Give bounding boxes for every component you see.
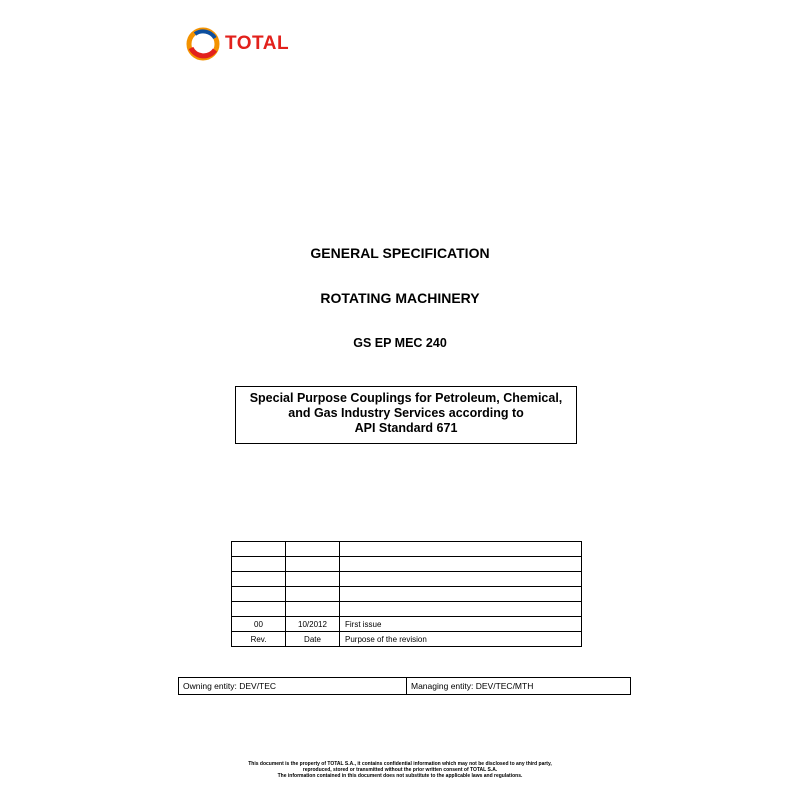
footer-line: The information contained in this document does not substitute to the applicable laws and regulations. xyxy=(277,773,523,779)
date-header: Date xyxy=(286,632,340,647)
brand-name: TOTAL xyxy=(225,33,290,54)
heading-subject: ROTATING MACHINERY xyxy=(320,290,480,306)
purpose-header: Purpose of the revision xyxy=(340,632,582,647)
rev-cell xyxy=(232,602,286,617)
date-cell xyxy=(286,602,340,617)
date-cell xyxy=(286,557,340,572)
heading-general: GENERAL SPECIFICATION xyxy=(310,245,490,261)
footer-line: This document is the property of TOTAL S.A., it contains confidential information which may not be disclosed to any third party, xyxy=(248,761,552,767)
rev-cell xyxy=(232,542,286,557)
purpose-cell xyxy=(340,542,582,557)
purpose-cell xyxy=(340,572,582,587)
rev-cell xyxy=(232,572,286,587)
rev-header: Rev. xyxy=(232,632,286,647)
table-header-row xyxy=(232,632,582,647)
table-row xyxy=(232,572,582,587)
table-row xyxy=(232,557,582,572)
owning-entity: Owning entity: DEV/TEC xyxy=(179,678,407,695)
table-row xyxy=(232,617,582,632)
document-code: GS EP MEC 240 xyxy=(353,336,447,350)
date-cell xyxy=(286,587,340,602)
managing-entity: Managing entity: DEV/TEC/MTH xyxy=(407,678,631,695)
rev-cell xyxy=(232,587,286,602)
title-line: and Gas Industry Services according to xyxy=(288,406,524,420)
entity-table xyxy=(178,677,631,695)
brand-logo xyxy=(185,26,289,62)
title-line: Special Purpose Couplings for Petroleum, Chemical, xyxy=(249,391,563,405)
purpose-cell xyxy=(340,602,582,617)
confidentiality-notice xyxy=(0,761,800,779)
table-row xyxy=(232,602,582,617)
title-line: API Standard 671 xyxy=(354,421,458,435)
document-title-box xyxy=(235,386,577,444)
purpose-cell xyxy=(340,587,582,602)
date-cell xyxy=(286,542,340,557)
purpose-cell xyxy=(340,557,582,572)
revision-table xyxy=(231,541,582,647)
purpose-cell: First issue xyxy=(340,617,582,632)
rev-cell xyxy=(232,557,286,572)
footer-line: reproduced, stored or transmitted without the prior written consent of TOTAL S.A. xyxy=(302,767,498,773)
rev-cell: 00 xyxy=(232,617,286,632)
table-row xyxy=(232,542,582,557)
table-row xyxy=(232,587,582,602)
total-swirl-logo-icon xyxy=(185,26,221,62)
date-cell: 10/2012 xyxy=(286,617,340,632)
date-cell xyxy=(286,572,340,587)
